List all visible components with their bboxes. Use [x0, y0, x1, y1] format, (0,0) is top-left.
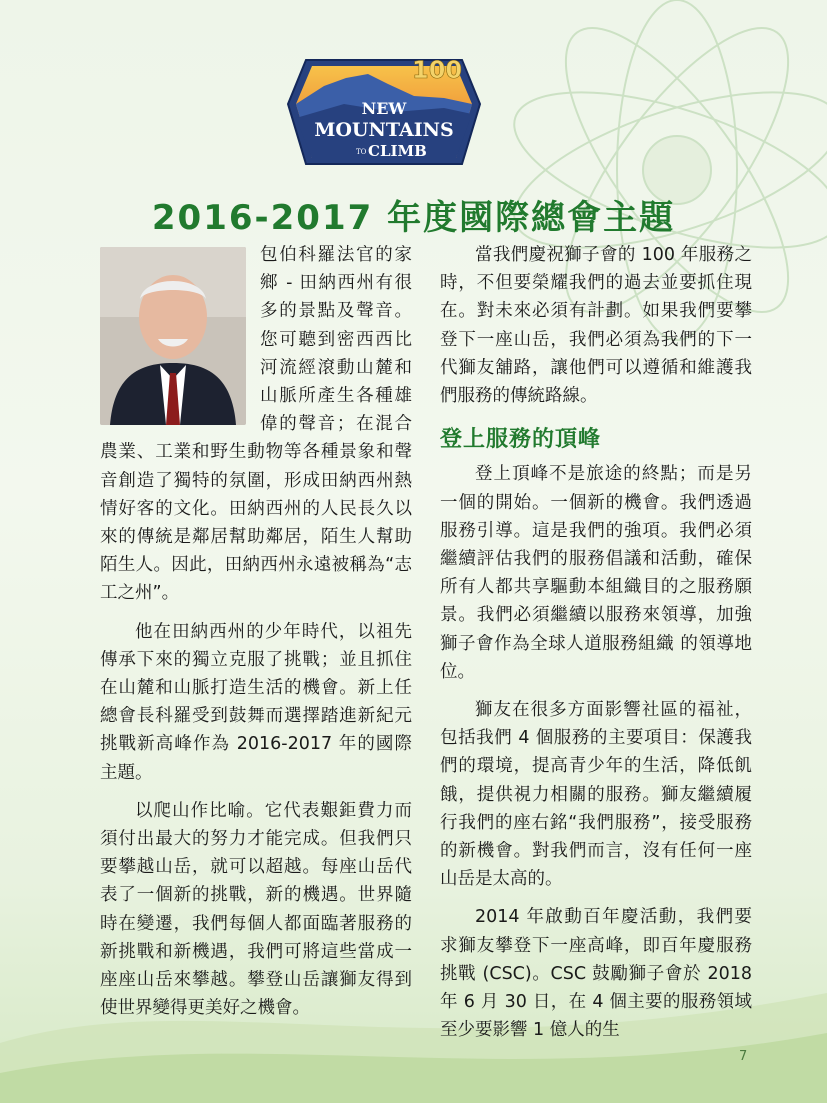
portrait-icon	[100, 247, 246, 425]
logo-line1: NEW	[361, 99, 407, 118]
right-paragraph-3: 獅友在很多方面影響社區的福祉，包括我們 4 個服務的主要項目：保護我們的環境，提高青少年的生活，降低飢餓，提供視力相關的服務。獅友繼續履行我們的座右銘“我們服務”，接受服務的新機會。對我們而言，沒有任何一座山岳是太高的。	[440, 700, 752, 890]
logo-anniversary: 100	[412, 56, 463, 84]
new-mountains-logo	[284, 38, 484, 170]
left-paragraph-1: 包伯科羅法官的家鄉 - 田納西州有很多的景點及聲音。 您可聽到密西西比河流經滾動山麓和山脈所產生各種雄偉的聲音；在混合農業、工業和野生動物等各種景象和聲音創造了獨特的氛圍，形成田納西州熱情好客的文化。田納西州的人民長久以來的傳統是鄰居幫助鄰居，陌生人幫助陌生人。因此，田納西州永遠被稱為“志工之州”。	[100, 245, 412, 604]
logo-line2: MOUNTAINS	[314, 119, 454, 141]
left-column	[100, 241, 412, 1032]
right-paragraph-4: 2014 年啟動百年慶活動，我們要求獅友攀登下一座高峰，即百年慶服務挑戰 (CSC)。CSC 鼓勵獅子會於 2018 年 6 月 30 日，在 4 個主要的服務領域至少要影響 1 億人的生	[440, 907, 752, 1041]
right-paragraph-2: 登上頂峰不是旅途的終點；而是另一個的開始。一個新的機會。我們透過服務引導。這是我們的強項。我們必須繼續評估我們的服務倡議和活動，確保所有人都共享驅動本組織目的之服務願景。我們必須繼續以服務來領導，加強獅子會作為全球人道服務組織 的領導地位。	[440, 464, 752, 682]
page-title: 2016-2017 年度國際總會主題	[151, 198, 676, 238]
logo-line3a: TO	[356, 148, 367, 156]
right-column	[440, 241, 752, 1054]
logo-line3b: CLIMB	[368, 142, 427, 160]
left-paragraph-2: 他在田納西州的少年時代，以祖先傳承下來的獨立克服了挑戰；並且抓住在山麓和山脈打造生活的機會。新上任總會長科羅受到鼓舞而選擇踏進新紀元挑戰新高峰作為 2016-2017 年的國際主題。	[100, 621, 412, 783]
section-subheading: 登上服務的頂峰	[440, 427, 602, 453]
portrait-photo	[100, 247, 246, 425]
left-paragraph-3: 以爬山作比喻。它代表艱鉅費力而須付出最大的努力才能完成。但我們只要攀越山岳，就可以超越。每座山岳代表了一個新的挑戰，新的機遇。世界隨時在變遷，我們每個人都面臨著服務的新挑戰和新機遇，我們可將這些當成一座座山岳來攀越。攀登山岳讓獅友得到使世界變得更美好之機會。	[100, 800, 412, 1019]
page-number: 7	[739, 1049, 748, 1064]
right-paragraph-1: 當我們慶祝獅子會的 100 年服務之時，不但要榮耀我們的過去並要抓住現在。對未來必須有計劃。如果我們要攀登下一座山岳，我們必須為我們的下一代獅友舖路，讓他們可以遵循和維護我們服務的傳統路線。	[440, 245, 752, 407]
